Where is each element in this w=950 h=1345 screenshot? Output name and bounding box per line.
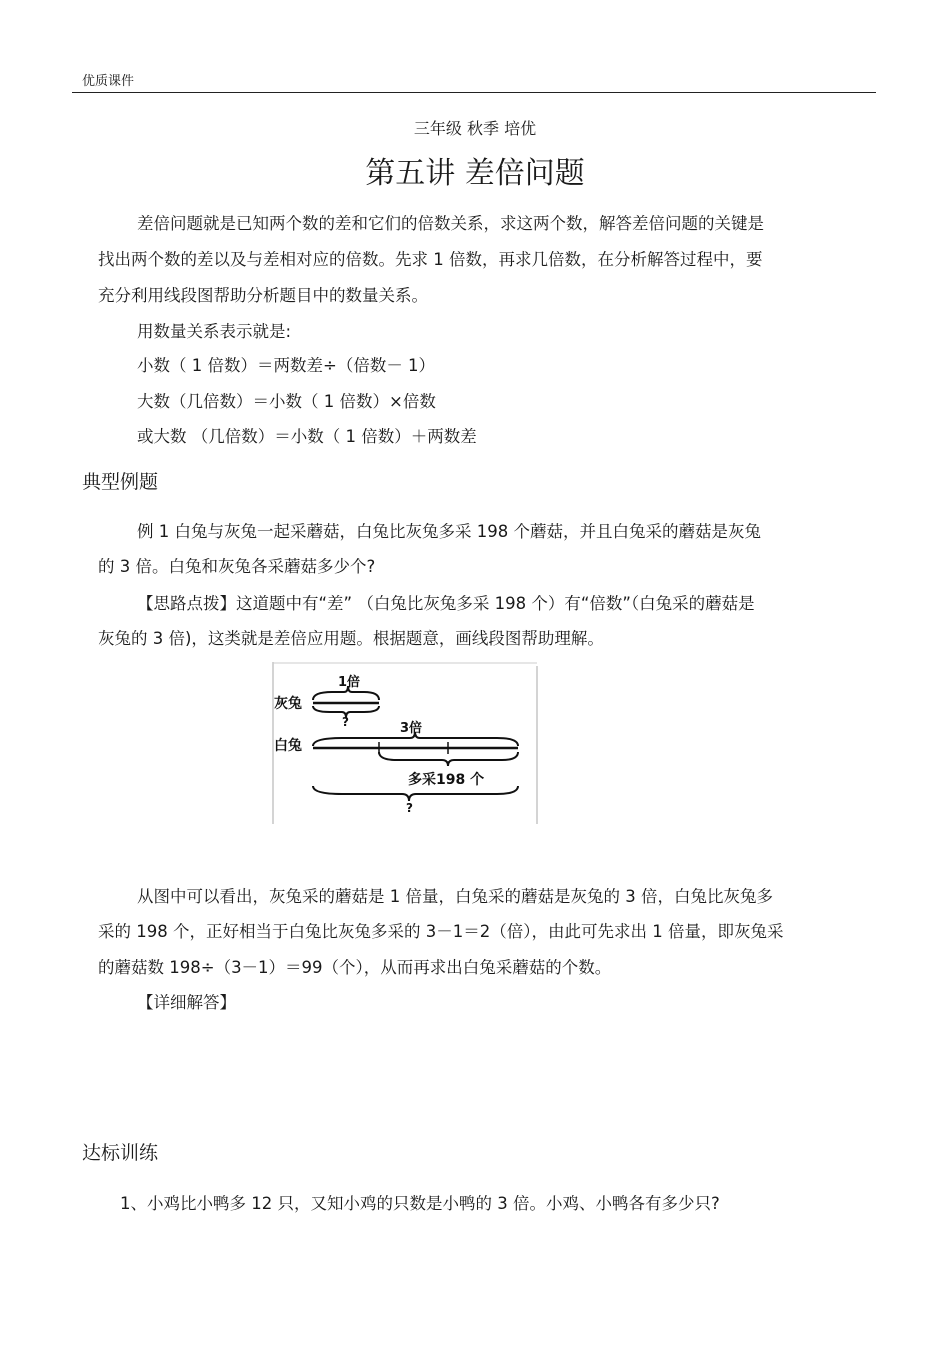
hint-line-2: 灰兔的 3 倍)，这类就是差倍应用题。根据题意，画线段图帮助理解。: [98, 629, 604, 648]
example-1-line-1: 例 1 白兔与灰兔一起采蘑菇，白兔比灰兔多采 198 个蘑菇，并且白兔采的蘑菇是灰兔: [137, 522, 761, 541]
three-times-label: 3倍: [400, 721, 423, 736]
formula-small: 小数（ 1 倍数）＝两数差÷（倍数－ 1）: [137, 356, 436, 375]
analysis-line-1: 从图中可以看出，灰兔采的蘑菇是 1 倍量，白兔采的蘑菇是灰兔的 3 倍，白兔比灰兔多: [137, 887, 773, 906]
header-divider: [72, 92, 876, 93]
example-1-line-2: 的 3 倍。白兔和灰兔各采蘑菇多少个?: [98, 557, 376, 576]
section-heading-examples: 典型例题: [82, 471, 159, 493]
hint-line-1: 【思路点拨】这道题中有“差” （白兔比灰兔多采 198 个）有“倍数”（白兔采的蘑菇是: [137, 594, 755, 613]
more-198-label: 多采198 个: [408, 772, 485, 788]
white-rabbit-label: 白兔: [274, 738, 302, 754]
one-times-label: 1倍: [338, 675, 361, 690]
intro-line-3: 充分利用线段图帮助分析题目中的数量关系。: [98, 286, 428, 305]
gray-rabbit-label: 灰兔: [274, 696, 302, 712]
gray-question-mark: ?: [342, 715, 349, 729]
course-subtitle: 三年级 秋季 培优: [413, 119, 537, 138]
diagram-svg: [272, 662, 538, 824]
lecture-title: 第五讲 差倍问题: [365, 156, 585, 191]
analysis-line-3: 的蘑菇数 198÷（3－1）＝99（个），从而再求出白兔采蘑菇的个数。: [98, 958, 612, 977]
white-top-brace: [313, 732, 518, 746]
relation-intro: 用数量关系表示就是:: [137, 322, 292, 341]
analysis-line-2: 采的 198 个，正好相当于白兔比灰兔多采的 3－1＝2（倍），由此可先求出 1 倍量，即灰兔采: [98, 922, 784, 941]
total-brace: [313, 786, 518, 801]
exercise-1: 1、小鸡比小鸭多 12 只，又知小鸡的只数是小鸭的 3 倍。小鸡、小鸭各有多少只?: [120, 1194, 720, 1213]
more-brace: [379, 752, 518, 766]
line-segment-diagram: [272, 662, 538, 824]
formula-large: 大数（几倍数）＝小数（ 1 倍数）×倍数: [137, 392, 436, 411]
page-header-label: 优质课件: [82, 74, 135, 89]
intro-line-1: 差倍问题就是已知两个数的差和它们的倍数关系，求这两个数，解答差倍问题的关键是: [137, 214, 764, 233]
formula-large-alt: 或大数 （几倍数）＝小数（ 1 倍数）＋两数差: [137, 427, 477, 446]
detailed-answer-label: 【详细解答】: [137, 993, 236, 1012]
intro-line-2: 找出两个数的差以及与差相对应的倍数。先求 1 倍数，再求几倍数，在分析解答过程中，要: [98, 250, 763, 269]
section-heading-practice: 达标训练: [82, 1142, 159, 1164]
total-question-mark: ?: [406, 801, 413, 815]
